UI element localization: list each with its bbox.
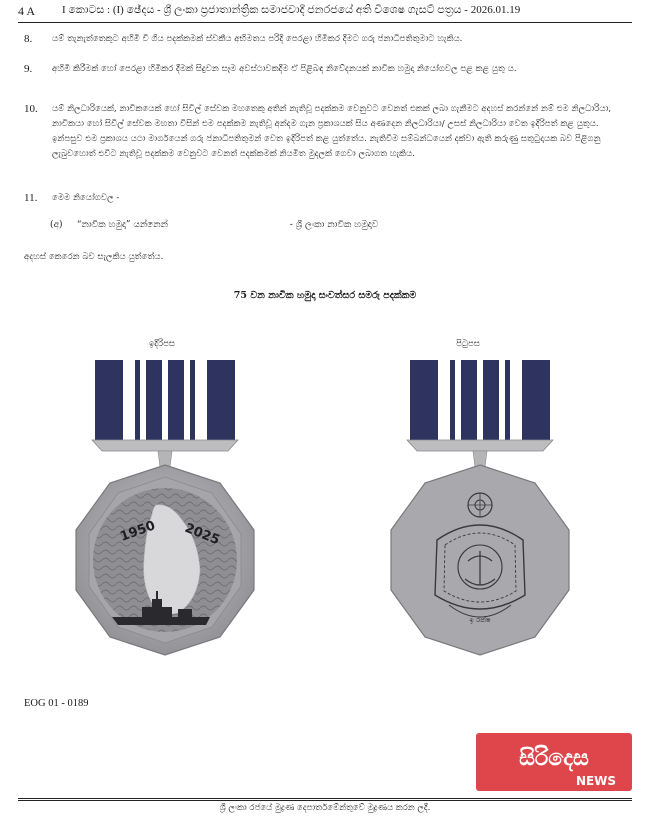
- paragraph-9: [24, 62, 624, 77]
- reverse-label: පිටුපස: [456, 339, 480, 349]
- paragraph-number: 11.: [24, 192, 38, 204]
- reverse-ribbon: [410, 360, 550, 440]
- paragraph-number: 9.: [24, 63, 33, 75]
- closing-line: [24, 250, 624, 265]
- obverse-ribbon: [95, 360, 235, 440]
- watermark-logo: [476, 733, 632, 791]
- paragraph-8: [24, 32, 624, 47]
- definition-row: [50, 220, 610, 230]
- paragraph-text: අහිමි කිරීමක් හෝ පෙරළා හිමිකර දීමක් සිදුවන සෑම අවස්ථාවකදීම ඒ පිළිබඳ නිවේදනයක් නාවික හමුදා නියෝගවල පළ කළ යුතු ය.: [52, 64, 517, 74]
- paragraph-11: [24, 191, 624, 206]
- reverse-medal: [365, 355, 595, 675]
- paragraph-number: 10.: [24, 103, 38, 115]
- medal-section-title: 75 වන නාවික හමුදා සංවත්සර සමරු පදක්කම: [233, 290, 417, 301]
- obverse-medal: [60, 355, 290, 675]
- gazette-title: I කොටස : (I) ඡේදය - ශ්‍රී ලංකා ප්‍රජාතාන්ත්‍රික සමාජවාදී ජනරජයේ අති විශෙෂ ගැසට් පත්‍රය - 2026.01.19: [62, 4, 521, 16]
- year-left: 1950: [118, 518, 158, 545]
- definition-label: (අ): [50, 220, 63, 230]
- paragraph-text: මෙම නියෝගවල -: [52, 193, 120, 203]
- news-watermark: [476, 733, 632, 791]
- svg-text:NEWS: NEWS: [575, 774, 617, 788]
- suspender-bar: [92, 440, 238, 451]
- svg-text:සිරිදෙස: සිරිදෙස: [519, 746, 589, 771]
- printer-credit: ශ්‍රී ලංකා රජයේ මුද්‍රණ දෙපාර්තමේන්තුවේ මුද්‍රණය කරන ලදී.: [219, 803, 431, 813]
- header-rule: [18, 22, 632, 23]
- paragraph-text: යම් තැනැත්තෙකුට අහිමි වී ගිය පදක්කමක් ස්වකීය අභිමතය පරිදි පෙරළා හිමිකර දීමට ගරු ජනාධිපතිතුමාට හැකිය.: [52, 34, 463, 44]
- ship-emblem: [112, 617, 210, 625]
- page-header: [18, 4, 632, 19]
- obverse-label: ඉදිරිපස: [148, 339, 176, 349]
- footer-rule-top: [18, 798, 632, 799]
- paragraph-text: යම් නිලධාරියෙක්, නාවිකයෙක් හෝ සිවිල් සේවක මහතෙකු අතින් නැතිවූ පදක්කම වෙනුවට වෙනත් එකක් ලබා ගැනීමට අදහස් කරන්නේ නම් එම නිලධාරියා, නාවිකයා හෝ සිවිල් සේවක මහතා විසින් එම පදක්කම නැතිවූ අන්දම ගැන ප්‍රකාශයක් සිය අණදෙන නිලධාරියා/ උසස් නිලධාරියා වෙත ඉදිරිපත් කළ යුතුය. ඉන්පසුව එම ප්‍රකාශය යථා මාර්ගයෙන් ගරු ජනාධිපතිතුමන් වෙත ඉදිරිපත් කළ යුත්තේය. නැතිවීම සම්බන්ධයෙන් දක්වා ඇති කරුණු සතුටුදායක බව පිළිගනු ලැබුවහොත් එවිට නැතිවූ පදක්කම වෙනුවට වෙනත් පදක්කමක් නියමිත මුදලක් ගෙවා ලබාගත හැකිය.: [52, 104, 612, 159]
- paragraph-10: [24, 102, 624, 162]
- definition-term: “නාවික හමුදා” යන්නෙන්: [76, 220, 168, 230]
- page-number: 4 A: [18, 4, 36, 18]
- closing-text: අදහස් කෙරෙන බව සැලකිය යුත්තේය.: [24, 252, 164, 262]
- year-right: 2025: [182, 520, 222, 549]
- document-id: EOG 01 - 0189: [24, 698, 89, 709]
- suspender-bar: [407, 440, 553, 451]
- paragraph-number: 8.: [24, 33, 33, 45]
- definition-meaning: - ශ්‍රී ලංකා නාවික හමුදාව: [289, 220, 379, 230]
- crest-motto: ඉ රක්ෂ: [469, 616, 491, 624]
- footer-rule-bottom: [18, 800, 632, 801]
